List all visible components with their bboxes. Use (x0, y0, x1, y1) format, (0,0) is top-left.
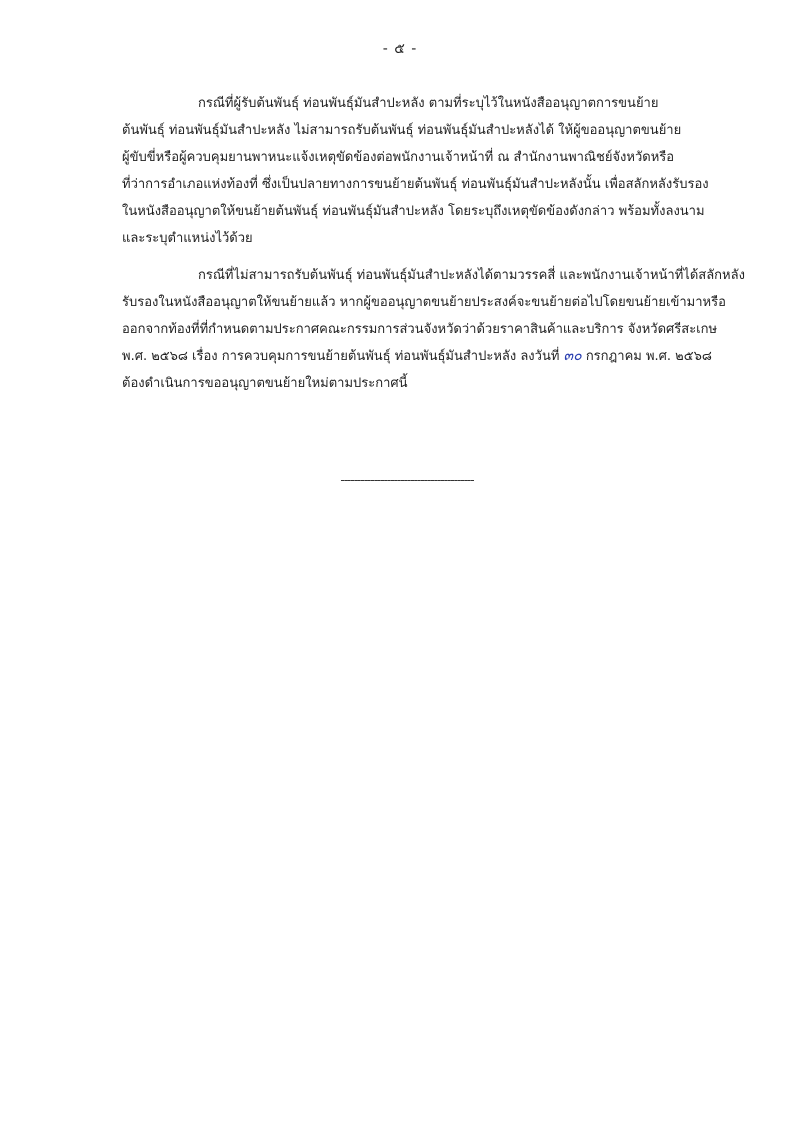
paragraph-line: ในหนังสืออนุญาตให้ขนย้ายต้นพันธุ์ ท่อนพันธุ์มันสำปะหลัง โดยระบุถึงเหตุขัดข้องดังกล่าว พร้อมทั้งลงนาม (122, 204, 705, 219)
paragraph-line: ผู้ขับขี่หรือผู้ควบคุมยานพาหนะแจ้งเหตุขัดข้องต่อพนักงานเจ้าหน้าที่ ณ สำนักงานพาณิชย์จังหวัดหรือ (122, 150, 675, 165)
paragraph-recipient-unable (122, 90, 750, 252)
date-prefix: พ.ศ. ๒๕๖๘ เรื่อง การควบคุมการขนย้ายต้นพันธุ์ ท่อนพันธุ์มันสำปะหลัง ลงวันที่ (122, 349, 560, 364)
page-number: - ๕ - (382, 41, 418, 57)
paragraph-line-with-date (122, 343, 750, 370)
end-of-document-rule: ---------------------------------------- (340, 473, 474, 487)
paragraph-line: ต้องดำเนินการขออนุญาตขนย้ายใหม่ตามประกาศนี้ (122, 376, 408, 391)
paragraph-line: กรณีที่ผู้รับต้นพันธุ์ ท่อนพันธุ์มันสำปะหลัง ตามที่ระบุไว้ในหนังสืออนุญาตการขนย้าย (198, 96, 659, 111)
paragraph-reapply-permit (122, 262, 750, 397)
paragraph-line: ต้นพันธุ์ ท่อนพันธุ์มันสำปะหลัง ไม่สามารถรับต้นพันธุ์ ท่อนพันธุ์มันสำปะหลังได้ ให้ผู้ขออนุญาตขนย้าย (122, 123, 682, 138)
handwritten-day: ๓๐ (563, 348, 582, 364)
paragraph-line: รับรองในหนังสืออนุญาตให้ขนย้ายแล้ว หากผู้ขออนุญาตขนย้ายประสงค์จะขนย้ายต่อไปโดยขนย้ายเข้ามาหรือ (122, 295, 726, 310)
date-suffix: กรกฎาคม พ.ศ. ๒๕๖๘ (585, 349, 712, 364)
paragraph-line: ออกจากท้องที่ที่กำหนดตามประกาศคณะกรรมการส่วนจังหวัดว่าด้วยราคาสินค้าและบริการ จังหวัดศรีสะเกษ (122, 322, 718, 337)
paragraph-line: ที่ว่าการอำเภอแห่งท้องที่ ซึ่งเป็นปลายทางการขนย้ายต้นพันธุ์ ท่อนพันธุ์มันสำปะหลังนั้น เพื่อสลักหลังรับรอง (122, 177, 709, 192)
paragraph-line: และระบุตำแหน่งไว้ด้วย (122, 231, 253, 246)
paragraph-line: กรณีที่ไม่สามารถรับต้นพันธุ์ ท่อนพันธุ์มันสำปะหลังได้ตามวรรคสี่ และพนักงานเจ้าหน้าที่ได้สลักหลัง (198, 268, 745, 283)
